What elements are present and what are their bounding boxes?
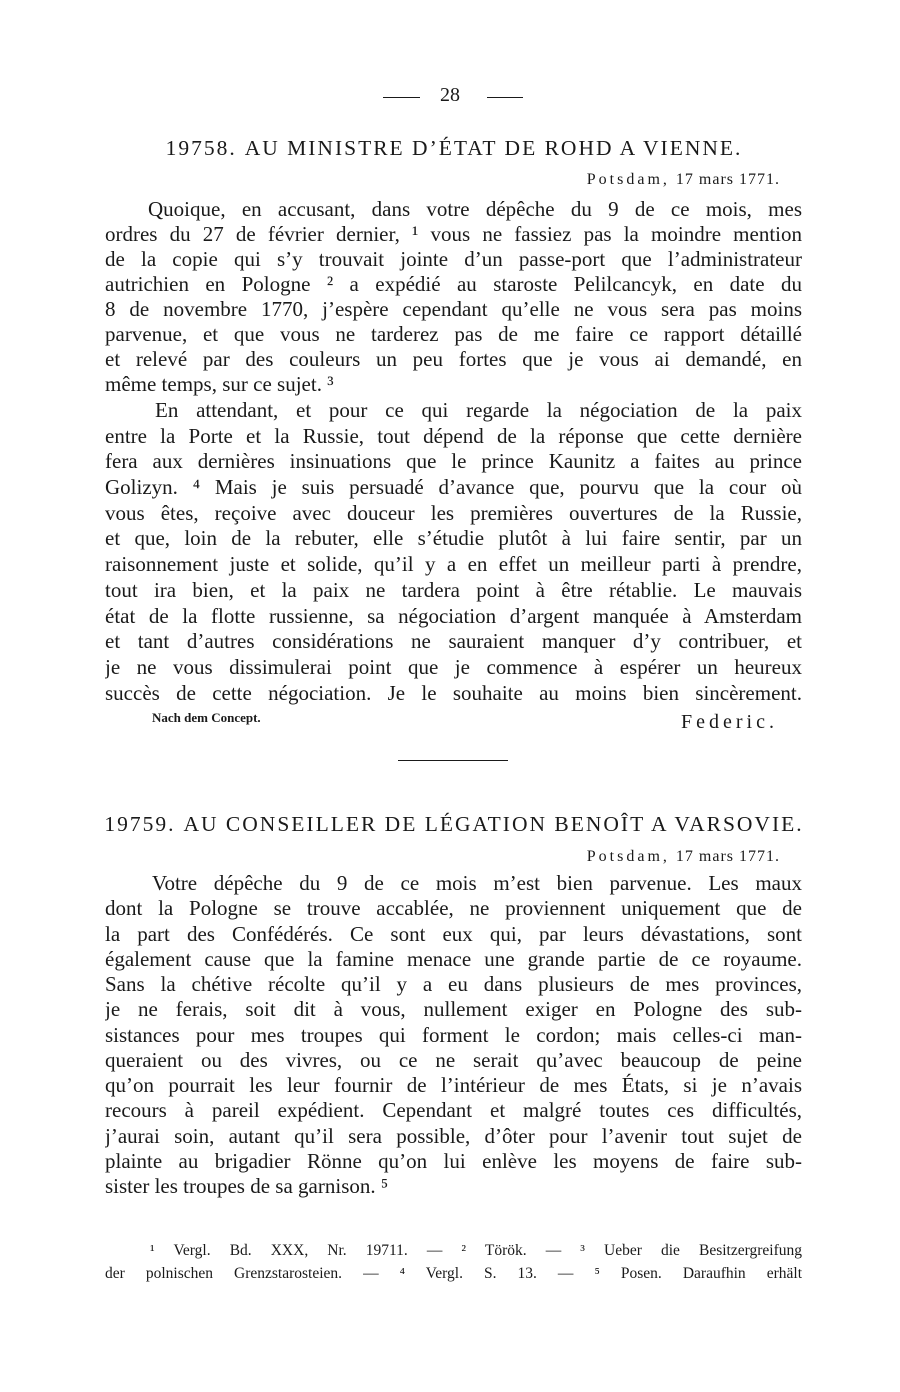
- letter-heading: [0, 134, 900, 162]
- letter-number: 19758.: [165, 136, 237, 160]
- text-line: ordres du 27 de février dernier, ¹ vous ne fassiez pas la moindre mention: [105, 222, 802, 246]
- text-line: je ne ferais, soit dit à vous, nullement exiger en Pologne des sub-: [105, 997, 802, 1022]
- footnotes: [105, 1239, 802, 1285]
- text-line: parvenue, et que vous ne tarderez pas de me faire ce rapport détaillé: [105, 322, 802, 346]
- text-line: dont la Pologne se trouve accablée, ne proviennent uniquement que de: [105, 896, 802, 921]
- letter-title: AU CONSEILLER DE LÉGATION BENOÎT A VARSOVIE.: [183, 812, 804, 836]
- text-line: En attendant, et pour ce qui regarde la négociation de la paix: [155, 398, 802, 422]
- text-line: Sans la chétive récolte qu’il y a eu dans plusieurs de mes provinces,: [105, 972, 802, 996]
- text-line: queraient ou des vivres, ou ce ne serait qu’avec beaucoup de peine: [105, 1047, 802, 1072]
- letter-date: 17 mars 1771.: [675, 848, 780, 865]
- text-line: également cause que la famine menace une grande partie de ce royaume.: [105, 946, 802, 971]
- letter-date: 17 mars 1771.: [675, 171, 780, 188]
- page-number: 28: [440, 84, 460, 106]
- text-line: Golizyn. ⁴ Mais je suis persuadé d’avance que, pourvu que la cour où: [105, 475, 802, 500]
- paragraph: [105, 871, 802, 1199]
- footnote-line: der polnischen Grenzstarosteien. — ⁴ Vergl. S. 13. — ⁵ Posen. Daraufhin erhält: [105, 1265, 802, 1282]
- text-line: j’aurai soin, autant qu’il sera possible, d’ôter pour l’avenir tout sujet de: [105, 1123, 802, 1148]
- letter-place: Potsdam,: [586, 171, 670, 188]
- letter-number: 19759.: [104, 812, 176, 836]
- text-line: qu’on pourrait les leur fournir de l’intérieur de mes États, si je n’avais: [105, 1073, 802, 1097]
- text-line: raisonnement juste et solide, qu’il y a en effet un meilleur parti à prendre,: [105, 552, 802, 577]
- letter-place-date: [587, 168, 780, 192]
- letter-title: AU MINISTRE D’ÉTAT DE ROHD A VIENNE.: [244, 136, 743, 160]
- text-line: entre la Porte et la Russie, tout dépend de la réponse que cette dernière: [105, 423, 802, 448]
- text-line: même temps, sur ce sujet. ³: [105, 372, 334, 396]
- text-line: 8 de novembre 1770, j’espère cependant qu’elle ne vous sera pas moins: [105, 297, 802, 321]
- text-line: sister les troupes de sa garnison. ⁵: [105, 1174, 389, 1198]
- text-line: fera aux dernières insinuations que le prince Kaunitz a faites au prince: [105, 449, 802, 474]
- text-line: je ne vous dissimulerai point que je commence à espérer un heureux: [105, 654, 802, 679]
- text-line: sistances pour mes troupes qui forment le cordon; mais celles-ci man-: [105, 1022, 802, 1047]
- text-line: recours à pareil expédient. Cependant et malgré toutes ces difficultés,: [105, 1098, 802, 1123]
- paragraph: [105, 197, 802, 397]
- letter-place: Potsdam,: [586, 848, 670, 865]
- signature: Federic.: [681, 711, 778, 733]
- source-note: Nach dem Concept.: [152, 710, 261, 725]
- text-line: Votre dépêche du 9 de ce mois m’est bien parvenue. Les maux: [152, 871, 802, 895]
- text-line: autrichien en Pologne ² a expédié au staroste Pelilcancyk, en date du: [105, 272, 802, 296]
- footnote-line: ¹ Vergl. Bd. XXX, Nr. 19711. — ² Török. — ³ Ueber die Besitzergreifung: [150, 1242, 802, 1259]
- text-line: vous êtes, reçoive avec douceur les premières ouvertures de la Russie,: [105, 500, 802, 525]
- paragraph: [105, 398, 802, 706]
- text-line: et tant d’autres considérations ne sauraient manquer d’y contribuer, et: [105, 629, 802, 654]
- text-line: Quoique, en accusant, dans votre dépêche du 9 de ce mois, mes: [148, 197, 802, 221]
- text-line: et relevé par des couleurs un peu fortes que je vous ai demandé, en: [105, 347, 802, 371]
- text-line: succès de cette négociation. Je le souhaite au moins bien sincèrement.: [105, 680, 802, 705]
- text-line: la part des Confédérés. Ce sont eux qui, par leurs dévastations, sont: [105, 921, 802, 946]
- text-line: état de la flotte russienne, sa négociation d’argent manquée à Amsterdam: [105, 603, 802, 628]
- text-line: et que, loin de la rebuter, elle s’étudie plutôt à lui faire sentir, par un: [105, 526, 802, 551]
- letter-heading: [0, 810, 900, 838]
- text-line: de la copie qui s’y trouvait jointe d’un passe-port que l’administrateur: [105, 247, 802, 271]
- text-line: plainte au brigadier Rönne qu’on lui enlève les moyens de faire sub-: [105, 1148, 802, 1173]
- section-divider: [398, 760, 508, 761]
- letter-place-date: [587, 845, 780, 869]
- header-dash-right: [487, 97, 523, 98]
- text-line: tout ira bien, et la paix ne tardera point à être rétablie. Le mauvais: [105, 577, 802, 602]
